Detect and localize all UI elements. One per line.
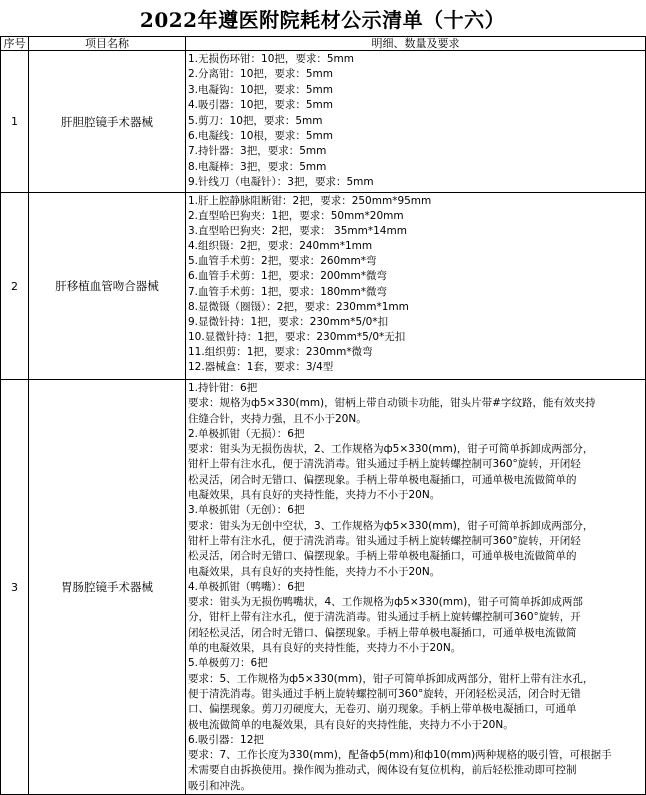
header-no[interactable]: 序号 [1, 37, 29, 51]
spec-line: 便于清洗消毒。钳头通过手柄上旋转螺控制可360°旋转，开闭轻松灵活，闭合时无错 [188, 687, 581, 700]
cell-no[interactable]: 2 [1, 193, 29, 380]
spec-line: 3.单极抓钳（无创）：6把 [188, 504, 305, 517]
spec-line: 钳杆上带有注水孔，便于清洗消毒。钳头通过手柄上旋转螺控制可360°旋转，开闭轻 [188, 534, 581, 547]
table-row [1, 380, 646, 795]
table-header-row [1, 37, 646, 51]
spec-line: 6.血管手术剪：1把，要求：200mm*微弯 [188, 270, 387, 283]
table-row [1, 193, 646, 380]
spec-line: 闭轻松灵活，闭合时无错口、偏摆现象。手柄上带单极电凝插口，可通单极电流做简 [188, 626, 577, 639]
spec-line: 住缝合针，夹持力强，且不小于20N。 [188, 412, 367, 425]
spec-line: 电凝效果，具有良好的夹持性能，夹持力不小于20N。 [188, 489, 441, 502]
spec-line: 11.组织剪：1把，要求：230mm*微弯 [188, 345, 373, 358]
spec-line: 4.组织镊：2把，要求：240mm*1mm [188, 240, 373, 253]
cell-no[interactable]: 1 [1, 51, 29, 193]
cell-name[interactable]: 肝胆腔镜手术器械 [29, 51, 186, 193]
spec-line: 1.无损伤环钳：10把，要求：5mm [188, 53, 355, 65]
spec-line: 2.分离钳：10把，要求：5mm [188, 68, 334, 81]
spec-line: 8.显微镊（圈镊）：2把，要求：230mm*1mm [188, 300, 409, 313]
spec-line: 5.剪刀：10把，要求：5mm [188, 114, 323, 127]
cell-spec[interactable] [186, 193, 646, 380]
spec-line: 要求：钳头为无创中空状，3、工作规格为ф5×330(mm)，钳子可简单拆卸成两部分， [188, 519, 594, 532]
cell-name[interactable]: 胃肠腔镜手术器械 [29, 380, 186, 795]
spec-line: 7.持针器：3把，要求：5mm [188, 145, 327, 158]
spec-line: 5.血管手术剪：2把，要求：260mm*弯 [188, 255, 377, 268]
document-title: 2022年遵医附院耗材公示清单（十六） [139, 7, 506, 32]
spec-line: 电凝效果，具有良好的夹持性能，夹持力不小于20N。 [188, 565, 441, 578]
spec-line: 7.血管手术剪：1把，要求：180mm*微弯 [188, 285, 387, 298]
spec-line: 2.直型哈巴狗夹：1把，要求：50mm*20mm [188, 210, 404, 223]
spec-line: 3.电凝钩：10把，要求：5mm [188, 83, 334, 96]
spec-line: 8.电凝棒：3把，要求：5mm [188, 160, 327, 173]
table-row [1, 51, 646, 193]
spec-line: 松灵活，闭合时无错口、偏摆现象。手柄上带单极电凝插口，可通单极电流做简单的 [188, 473, 577, 486]
spec-line: 9.显微针持：1把，要求：230mm*5/0*扣 [188, 315, 389, 328]
spec-line: 3.直型哈巴狗夹：2把，要求： 35mm*14mm [188, 225, 407, 238]
cell-spec[interactable] [186, 380, 646, 795]
spec-line: 要求：5、工作规格为ф5×330(mm)，钳子可简单拆卸成两部分，钳杆上带有注水孔， [188, 672, 594, 685]
spec-line: 9.针线刀（电凝针）：3把，要求：5mm [188, 176, 374, 189]
consumables-table [0, 36, 646, 795]
cell-no[interactable]: 3 [1, 380, 29, 795]
header-name[interactable]: 项目名称 [29, 37, 186, 51]
spec-line: 10.显微针持：1把，要求：230mm*5/0*无扣 [188, 330, 406, 343]
spec-line: 要求：7、工作长度为330(mm)，配备ф5(mm)和ф10(mm)两种规格的吸引管，可根据手 [188, 749, 612, 762]
spec-line: 吸引和冲洗。 [188, 779, 251, 792]
spec-line: 要求：钳头为无损伤齿状，2、工作规格为ф5×330(mm)，钳子可简单拆卸成两部分， [188, 443, 594, 456]
header-spec[interactable]: 明细、数量及要求 [186, 37, 646, 51]
cell-name[interactable]: 肝移植血管吻合器械 [29, 193, 186, 380]
spec-line: 6.吸引器：12把 [188, 733, 264, 746]
spec-line: 6.电凝线：10根，要求：5mm [188, 130, 334, 143]
spec-line: 口、偏摆现象。剪刀刃硬度大，无卷刃、崩刃现象。手柄上带单极电凝插口，可通单 [188, 703, 577, 716]
spec-line: 4.单极抓钳（鸭嘴）：6把 [188, 580, 305, 593]
spec-line: 4.吸引器：10把，要求：5mm [188, 99, 334, 112]
spec-line: 要求：规格为ф5×330(mm)，钳柄上带自动锁卡功能，钳头片带#字纹路，能有效夹持 [188, 397, 596, 410]
cell-spec[interactable] [186, 51, 646, 193]
spec-line: 单的电凝效果，具有良好的夹持性能，夹持力不小于20N。 [188, 642, 462, 655]
spec-line: 1.肝上腔静脉阻断钳：2把，要求：250mm*95mm [188, 195, 432, 207]
spec-line: 1.持针钳：6把 [188, 382, 258, 394]
spec-line: 术需要自由拆换使用。操作阀为推动式，阀体设有复位机构，前后轻松推动即可控制 [188, 764, 577, 777]
spec-line: 钳杆上带有注水孔，便于清洗消毒。钳头通过手柄上旋转螺控制可360°旋转，开闭轻 [188, 458, 581, 471]
spec-line: 2.单极抓钳（无损）：6把 [188, 427, 305, 440]
spec-line: 要求：钳头为无损伤鸭嘴状，4、工作规格为ф5×330(mm)，钳子可简单拆卸成两部 [188, 596, 583, 609]
spec-line: 分，钳杆上带有注水孔，便于清洗消毒。钳头通过手柄上旋转螺控制可360°旋转，开 [188, 611, 581, 624]
spec-line: 极电流做简单的电凝效果，具有良好的夹持性能，夹持力不小于20N。 [188, 718, 514, 731]
spec-line: 5.单极剪刀：6把 [188, 657, 268, 670]
spec-line: 松灵活，闭合时无错口、偏摆现象。手柄上带单极电凝插口，可通单极电流做简单的 [188, 550, 577, 563]
spec-line: 12.器械盒：1套，要求：3/4型 [188, 361, 334, 374]
